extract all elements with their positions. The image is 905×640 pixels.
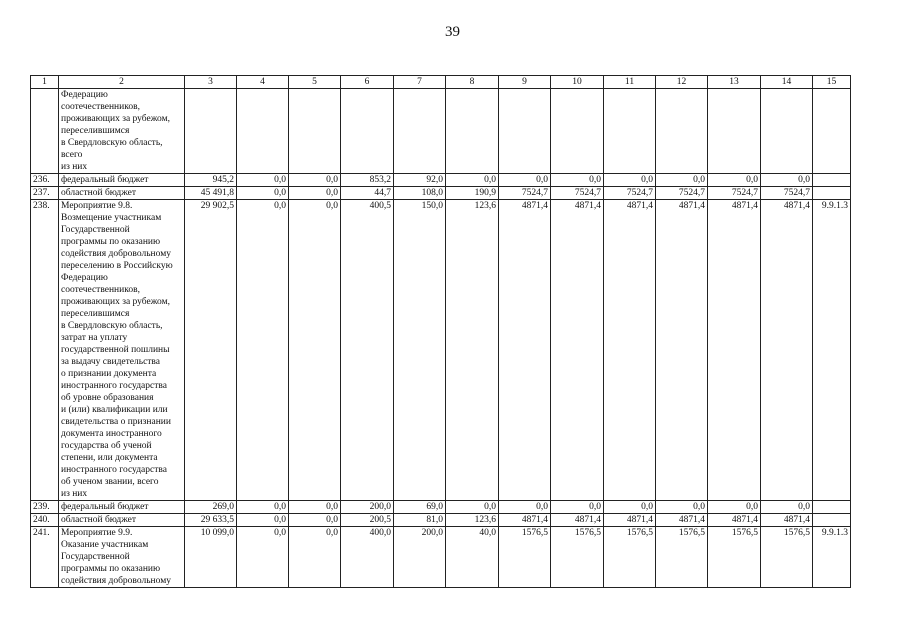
header-cell: 1 bbox=[31, 76, 59, 89]
value-cell: 44,7 bbox=[341, 187, 394, 200]
value-cell: 4871,4 bbox=[708, 200, 761, 501]
value-cell: 45 491,8 bbox=[185, 187, 237, 200]
budget-table bbox=[30, 75, 851, 588]
value-cell bbox=[237, 89, 289, 174]
value-cell: 853,2 bbox=[341, 174, 394, 187]
header-cell: 6 bbox=[341, 76, 394, 89]
value-cell: 0,0 bbox=[446, 174, 499, 187]
value-cell: 108,0 bbox=[394, 187, 446, 200]
header-cell: 12 bbox=[656, 76, 708, 89]
value-cell: 0,0 bbox=[237, 501, 289, 514]
value-cell: 400,5 bbox=[341, 200, 394, 501]
value-cell bbox=[341, 89, 394, 174]
value-cell: 0,0 bbox=[446, 501, 499, 514]
value-cell: 0,0 bbox=[656, 501, 708, 514]
table-row bbox=[31, 187, 851, 200]
header-cell: 14 bbox=[761, 76, 813, 89]
table-row bbox=[31, 89, 851, 174]
value-cell: 7524,7 bbox=[499, 187, 551, 200]
row-description: Федерацию соотечественников, проживающих за рубежом, переселившимся в Свердловскую область, всего из них bbox=[59, 89, 185, 174]
table-row bbox=[31, 514, 851, 527]
value-cell: 1576,5 bbox=[499, 527, 551, 588]
value-cell: 29 902,5 bbox=[185, 200, 237, 501]
page-number: 39 bbox=[445, 24, 460, 40]
table-row bbox=[31, 174, 851, 187]
value-cell: 0,0 bbox=[289, 174, 341, 187]
table-row bbox=[31, 527, 851, 588]
value-cell: 0,0 bbox=[289, 527, 341, 588]
value-cell: 0,0 bbox=[708, 174, 761, 187]
row-number: 239. bbox=[31, 501, 59, 514]
value-cell: 400,0 bbox=[341, 527, 394, 588]
value-cell: 7524,7 bbox=[708, 187, 761, 200]
value-cell bbox=[813, 514, 851, 527]
header-cell: 13 bbox=[708, 76, 761, 89]
value-cell: 4871,4 bbox=[499, 200, 551, 501]
value-cell: 29 633,5 bbox=[185, 514, 237, 527]
value-cell: 1576,5 bbox=[708, 527, 761, 588]
header-cell: 9 bbox=[499, 76, 551, 89]
value-cell: 9.9.1.3 bbox=[813, 200, 851, 501]
value-cell: 7524,7 bbox=[656, 187, 708, 200]
value-cell: 1576,5 bbox=[604, 527, 656, 588]
row-number: 236. bbox=[31, 174, 59, 187]
value-cell: 945,2 bbox=[185, 174, 237, 187]
value-cell: 200,5 bbox=[341, 514, 394, 527]
value-cell: 0,0 bbox=[604, 501, 656, 514]
table-row bbox=[31, 200, 851, 501]
value-cell: 4871,4 bbox=[499, 514, 551, 527]
value-cell: 0,0 bbox=[604, 174, 656, 187]
value-cell bbox=[185, 89, 237, 174]
header-cell: 11 bbox=[604, 76, 656, 89]
value-cell: 200,0 bbox=[341, 501, 394, 514]
value-cell: 0,0 bbox=[289, 501, 341, 514]
row-number: 238. bbox=[31, 200, 59, 501]
value-cell: 0,0 bbox=[499, 174, 551, 187]
value-cell: 4871,4 bbox=[656, 200, 708, 501]
value-cell bbox=[813, 187, 851, 200]
value-cell: 0,0 bbox=[289, 514, 341, 527]
header-cell: 5 bbox=[289, 76, 341, 89]
value-cell: 4871,4 bbox=[551, 514, 604, 527]
value-cell: 0,0 bbox=[551, 174, 604, 187]
row-description: областной бюджет bbox=[59, 514, 185, 527]
value-cell bbox=[813, 501, 851, 514]
value-cell: 9.9.1.3 bbox=[813, 527, 851, 588]
value-cell: 0,0 bbox=[499, 501, 551, 514]
value-cell bbox=[499, 89, 551, 174]
header-cell: 2 bbox=[59, 76, 185, 89]
value-cell: 81,0 bbox=[394, 514, 446, 527]
value-cell: 4871,4 bbox=[551, 200, 604, 501]
value-cell bbox=[604, 89, 656, 174]
value-cell: 0,0 bbox=[237, 527, 289, 588]
row-description: федеральный бюджет bbox=[59, 501, 185, 514]
header-cell: 7 bbox=[394, 76, 446, 89]
value-cell: 0,0 bbox=[237, 514, 289, 527]
value-cell bbox=[813, 89, 851, 174]
table-header-row bbox=[31, 76, 851, 89]
value-cell bbox=[813, 174, 851, 187]
header-cell: 10 bbox=[551, 76, 604, 89]
row-number bbox=[31, 89, 59, 174]
value-cell: 4871,4 bbox=[761, 514, 813, 527]
value-cell: 4871,4 bbox=[656, 514, 708, 527]
value-cell: 0,0 bbox=[761, 501, 813, 514]
value-cell bbox=[708, 89, 761, 174]
value-cell bbox=[656, 89, 708, 174]
value-cell bbox=[551, 89, 604, 174]
value-cell: 4871,4 bbox=[708, 514, 761, 527]
table-row bbox=[31, 501, 851, 514]
value-cell: 10 099,0 bbox=[185, 527, 237, 588]
value-cell: 150,0 bbox=[394, 200, 446, 501]
value-cell bbox=[761, 89, 813, 174]
value-cell: 0,0 bbox=[761, 174, 813, 187]
value-cell: 4871,4 bbox=[604, 200, 656, 501]
value-cell: 0,0 bbox=[551, 501, 604, 514]
value-cell: 1576,5 bbox=[761, 527, 813, 588]
value-cell: 92,0 bbox=[394, 174, 446, 187]
value-cell: 269,0 bbox=[185, 501, 237, 514]
value-cell: 1576,5 bbox=[656, 527, 708, 588]
row-description: областной бюджет bbox=[59, 187, 185, 200]
value-cell: 0,0 bbox=[708, 501, 761, 514]
row-number: 237. bbox=[31, 187, 59, 200]
value-cell: 4871,4 bbox=[604, 514, 656, 527]
header-cell: 3 bbox=[185, 76, 237, 89]
row-description: Мероприятие 9.8. Возмещение участникам Государственной программы по оказанию содействия добровольному переселению в Российскую Федерацию соотечественников, проживающих за рубежом, переселившимся в Свердловскую область, затрат на уплату государственной пошлины за выдачу свидетельства о признании документа иностранного государства об уровне образования и (или) квалификации или свидетельства о признании документа иностранного государства об ученой степени, или документа иностранного государства об ученом звании, всего из них bbox=[59, 200, 185, 501]
value-cell: 0,0 bbox=[237, 200, 289, 501]
value-cell: 69,0 bbox=[394, 501, 446, 514]
row-number: 241. bbox=[31, 527, 59, 588]
value-cell: 123,6 bbox=[446, 514, 499, 527]
value-cell: 0,0 bbox=[237, 187, 289, 200]
row-description: Мероприятие 9.9. Оказание участникам Государственной программы по оказанию содействия добровольному bbox=[59, 527, 185, 588]
value-cell bbox=[289, 89, 341, 174]
value-cell: 4871,4 bbox=[761, 200, 813, 501]
value-cell: 123,6 bbox=[446, 200, 499, 501]
row-description: федеральный бюджет bbox=[59, 174, 185, 187]
header-cell: 15 bbox=[813, 76, 851, 89]
value-cell: 7524,7 bbox=[551, 187, 604, 200]
value-cell: 7524,7 bbox=[761, 187, 813, 200]
value-cell: 0,0 bbox=[656, 174, 708, 187]
value-cell: 0,0 bbox=[289, 187, 341, 200]
header-cell: 4 bbox=[237, 76, 289, 89]
value-cell: 190,9 bbox=[446, 187, 499, 200]
value-cell bbox=[446, 89, 499, 174]
value-cell: 0,0 bbox=[289, 200, 341, 501]
value-cell: 40,0 bbox=[446, 527, 499, 588]
header-cell: 8 bbox=[446, 76, 499, 89]
value-cell: 200,0 bbox=[394, 527, 446, 588]
value-cell bbox=[394, 89, 446, 174]
row-number: 240. bbox=[31, 514, 59, 527]
value-cell: 1576,5 bbox=[551, 527, 604, 588]
value-cell: 7524,7 bbox=[604, 187, 656, 200]
value-cell: 0,0 bbox=[237, 174, 289, 187]
